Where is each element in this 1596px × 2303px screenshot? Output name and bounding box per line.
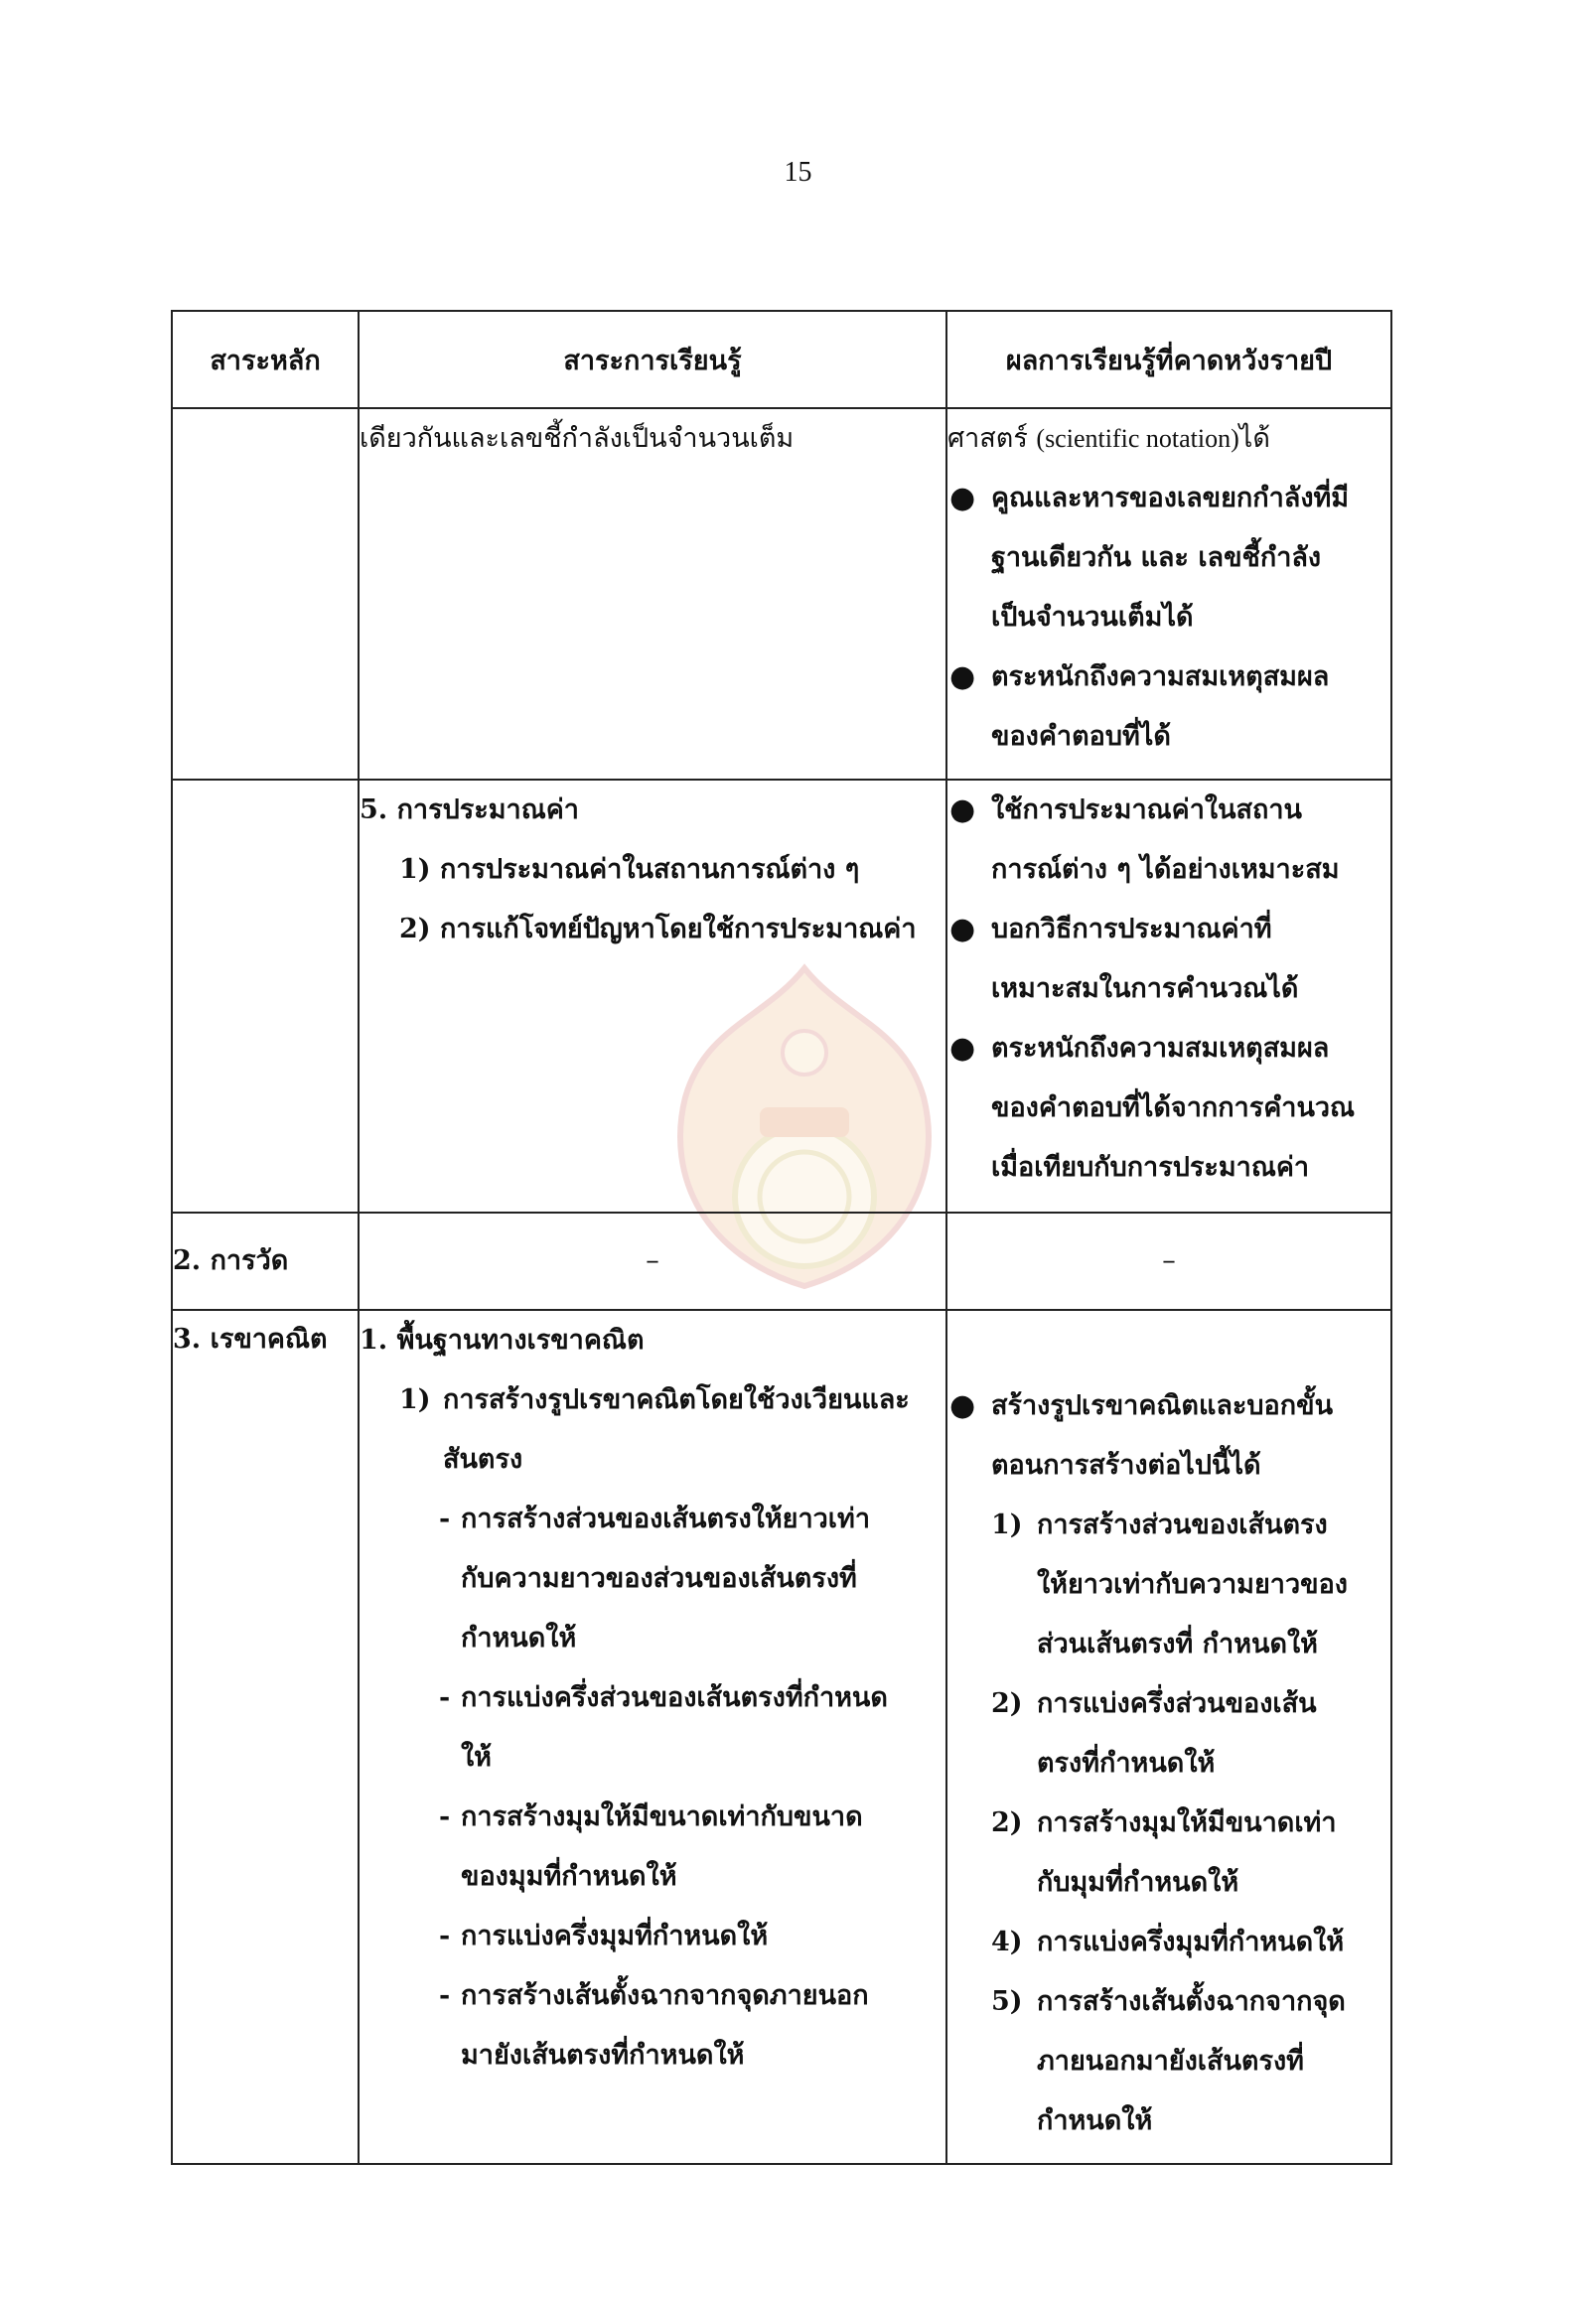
outcome-numbered-item: 5) การสร้างเส้นตั้งฉากจากจุด ภายนอกมายังเส้นตรงที่ กำหนดให้ [991, 1986, 1346, 2136]
outcome-bullet: ● ใช้การประมาณค่าในสถาน การณ์ต่าง ๆ ได้อย่างเหมาะสม [947, 781, 1390, 900]
header-core: สาระหลัก [172, 311, 359, 408]
table-row [172, 408, 1391, 780]
outcome-numbered-item: 1) การสร้างส่วนของเส้นตรง ให้ยาวเท่ากับความยาวของ ส่วนเส้นตรงที่ กำหนดให้ [991, 1510, 1348, 1659]
content-item: 1) การประมาณค่าในสถานการณ์ต่าง ๆ [399, 854, 860, 885]
outcome-line: ศาสตร์ (scientific notation)ได้ [947, 423, 1270, 454]
outcome-bullet: ● สร้างรูปเรขาคณิตและบอกขั้น ตอนการสร้างต่อไปนี้ได้ [947, 1376, 1390, 1496]
content-subitem: - การแบ่งครึ่งส่วนของเส้นตรงที่กำหนด ให้ [439, 1682, 888, 1773]
outcome-bullet: ● บอกวิธีการประมาณค่าที่ เหมาะสมในการคำนวณได้ [947, 900, 1390, 1019]
core-cell [172, 408, 359, 780]
outcome-bullet: ● คูณและหารของเลขยกกำลังที่มี ฐานเดียวกัน และ เลขชี้กำลัง เป็นจำนวนเต็มได้ [947, 469, 1390, 648]
table-header-row [172, 311, 1391, 408]
curriculum-table [171, 310, 1392, 2165]
outcome-numbered-item: 4) การแบ่งครึ่งมุมที่กำหนดให้ [991, 1927, 1345, 1957]
bullet-icon: ● [949, 659, 976, 694]
content-subitem: - การแบ่งครึ่งมุมที่กำหนดให้ [439, 1921, 769, 1951]
content-cell: – [359, 1213, 946, 1310]
outcome-cell: – [946, 1213, 1391, 1310]
content-cell [359, 408, 946, 780]
content-line: เดียวกันและเลขชี้กำลังเป็นจำนวนเต็ม [360, 423, 795, 454]
content-cell [359, 780, 946, 1213]
bullet-icon: ● [949, 481, 976, 515]
content-subitem: - การสร้างเส้นตั้งฉากจากจุดภายนอก มายังเส้นตรงที่กำหนดให้ [439, 1980, 869, 2071]
header-content: สาระการเรียนรู้ [359, 311, 946, 408]
outcome-bullet: ● ตระหนักถึงความสมเหตุสมผล ของคำตอบที่ได้จากการคำนวณ เมื่อเทียบกับการประมาณค่า [947, 1019, 1390, 1198]
section-heading: 5. การประมาณค่า [360, 794, 579, 825]
content-item: 1) การสร้างรูปเรขาคณิตโดยใช้วงเวียนและ สันตรง [399, 1384, 910, 1475]
table-row [172, 1213, 1391, 1310]
outcome-numbered-item: 2) การสร้างมุมให้มีขนาดเท่า กับมุมที่กำหนดให้ [991, 1807, 1337, 1898]
core-cell: 3. เรขาคณิต [172, 1310, 359, 2164]
table-row [172, 780, 1391, 1213]
outcome-cell [946, 1310, 1391, 2164]
outcome-cell [946, 780, 1391, 1213]
content-item: 2) การแก้โจทย์ปัญหาโดยใช้การประมาณค่า [399, 914, 917, 944]
bullet-icon: ● [949, 1388, 976, 1423]
section-heading: 1. พื้นฐานทางเรขาคณิต [360, 1325, 645, 1356]
page-number: 15 [784, 157, 812, 188]
content-subitem: - การสร้างส่วนของเส้นตรงให้ยาวเท่า กับความยาวของส่วนของเส้นตรงที่ กำหนดให้ [439, 1504, 870, 1654]
outcome-numbered-item: 2) การแบ่งครึ่งส่วนของเส้น ตรงที่กำหนดให้ [991, 1688, 1317, 1779]
header-outcomes: ผลการเรียนรู้ที่คาดหวังรายปี [946, 311, 1391, 408]
bullet-icon: ● [949, 792, 976, 827]
content-subitem: - การสร้างมุมให้มีขนาดเท่ากับขนาด ของมุมที่กำหนดให้ [439, 1801, 863, 1892]
outcome-cell [946, 408, 1391, 780]
core-cell: 2. การวัด [172, 1213, 359, 1310]
bullet-icon: ● [949, 912, 976, 946]
table-row [172, 1310, 1391, 2164]
bullet-icon: ● [949, 1031, 976, 1066]
outcome-bullet: ● ตระหนักถึงความสมเหตุสมผล ของคำตอบที่ได้ [947, 648, 1390, 767]
content-cell [359, 1310, 946, 2164]
core-cell [172, 780, 359, 1213]
